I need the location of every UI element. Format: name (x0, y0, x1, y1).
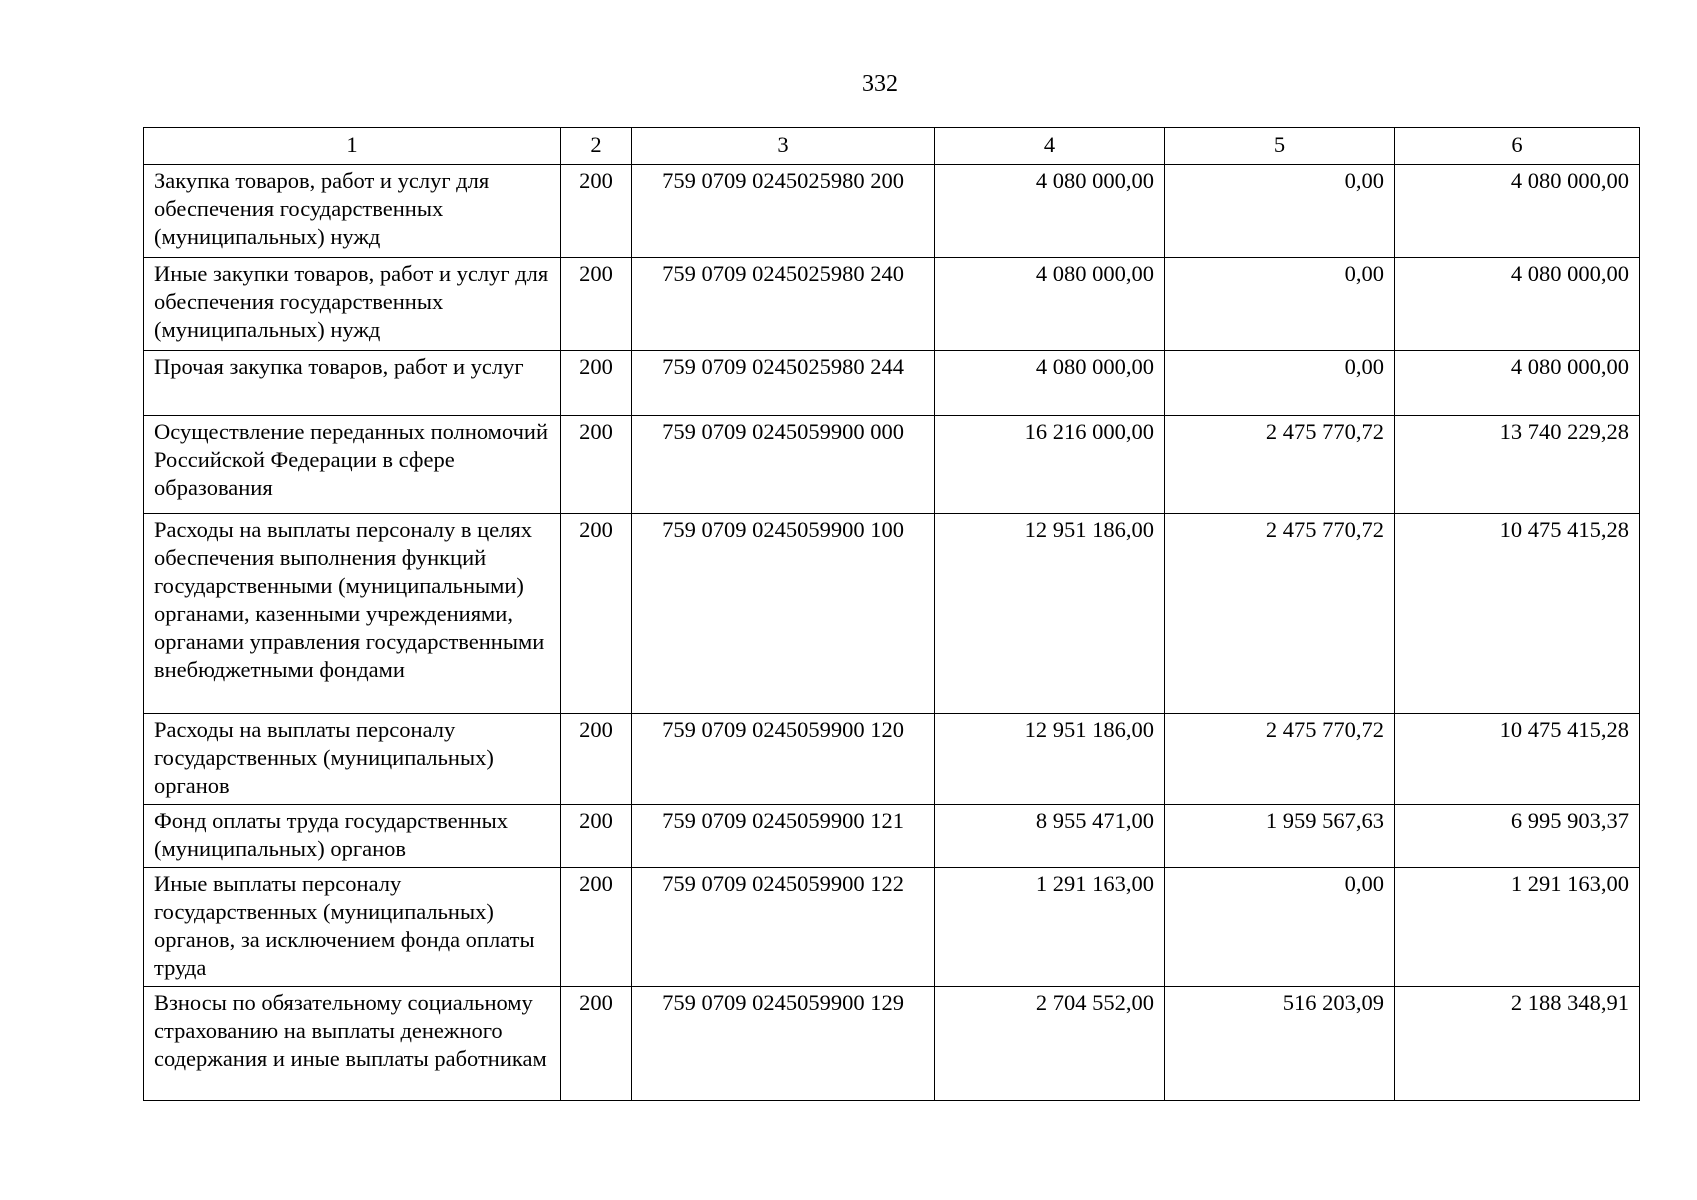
row-value-col4: 4 080 000,00 (935, 258, 1165, 351)
row-code: 200 (561, 258, 632, 351)
row-classification-code: 759 0709 0245059900 122 (632, 868, 935, 987)
row-name: Закупка товаров, работ и услуг для обеспечения государственных (муниципальных) нужд (144, 165, 561, 258)
row-name: Иные закупки товаров, работ и услуг для обеспечения государственных (муниципальных) нужд (144, 258, 561, 351)
row-value-col6: 10 475 415,28 (1395, 714, 1640, 805)
row-value-col5: 2 475 770,72 (1165, 416, 1395, 514)
row-value-col6: 2 188 348,91 (1395, 987, 1640, 1101)
row-value-col6: 1 291 163,00 (1395, 868, 1640, 987)
row-classification-code: 759 0709 0245059900 121 (632, 805, 935, 868)
row-name: Расходы на выплаты персоналу в целях обеспечения выполнения функций государственными (муниципальными) органами, казенными учреждениями, органами управления государственными внебюджетными фондами (144, 514, 561, 714)
row-code: 200 (561, 351, 632, 416)
row-code: 200 (561, 868, 632, 987)
row-value-col4: 16 216 000,00 (935, 416, 1165, 514)
column-header-5: 5 (1165, 128, 1395, 165)
column-header-4: 4 (935, 128, 1165, 165)
row-name: Иные выплаты персоналу государственных (муниципальных) органов, за исключением фонда оплаты труда (144, 868, 561, 987)
table-row (144, 351, 1640, 416)
row-value-col4: 4 080 000,00 (935, 165, 1165, 258)
row-value-col6: 4 080 000,00 (1395, 258, 1640, 351)
row-classification-code: 759 0709 0245059900 120 (632, 714, 935, 805)
column-header-1: 1 (144, 128, 561, 165)
row-value-col6: 10 475 415,28 (1395, 514, 1640, 714)
table-row (144, 165, 1640, 258)
row-value-col5: 516 203,09 (1165, 987, 1395, 1101)
row-code: 200 (561, 987, 632, 1101)
row-value-col5: 2 475 770,72 (1165, 514, 1395, 714)
table-row (144, 416, 1640, 514)
table-row (144, 714, 1640, 805)
table-header-row (144, 128, 1640, 165)
column-header-2: 2 (561, 128, 632, 165)
row-code: 200 (561, 165, 632, 258)
row-value-col4: 12 951 186,00 (935, 514, 1165, 714)
row-classification-code: 759 0709 0245059900 100 (632, 514, 935, 714)
row-name: Взносы по обязательному социальному страхованию на выплаты денежного содержания и иные выплаты работникам (144, 987, 561, 1101)
row-value-col6: 13 740 229,28 (1395, 416, 1640, 514)
row-value-col6: 4 080 000,00 (1395, 165, 1640, 258)
row-name: Осуществление переданных полномочий Российской Федерации в сфере образования (144, 416, 561, 514)
table-row (144, 805, 1640, 868)
row-value-col4: 2 704 552,00 (935, 987, 1165, 1101)
row-name: Прочая закупка товаров, работ и услуг (144, 351, 561, 416)
row-classification-code: 759 0709 0245025980 200 (632, 165, 935, 258)
row-code: 200 (561, 805, 632, 868)
row-name: Фонд оплаты труда государственных (муниципальных) органов (144, 805, 561, 868)
page-number: 332 (862, 71, 898, 97)
row-classification-code: 759 0709 0245059900 000 (632, 416, 935, 514)
row-value-col5: 0,00 (1165, 868, 1395, 987)
row-code: 200 (561, 514, 632, 714)
row-classification-code: 759 0709 0245025980 240 (632, 258, 935, 351)
row-classification-code: 759 0709 0245025980 244 (632, 351, 935, 416)
table-row (144, 514, 1640, 714)
row-value-col5: 1 959 567,63 (1165, 805, 1395, 868)
row-value-col6: 6 995 903,37 (1395, 805, 1640, 868)
row-value-col4: 8 955 471,00 (935, 805, 1165, 868)
column-header-3: 3 (632, 128, 935, 165)
row-value-col4: 12 951 186,00 (935, 714, 1165, 805)
row-value-col5: 0,00 (1165, 351, 1395, 416)
row-classification-code: 759 0709 0245059900 129 (632, 987, 935, 1101)
row-value-col5: 2 475 770,72 (1165, 714, 1395, 805)
row-code: 200 (561, 714, 632, 805)
row-value-col4: 4 080 000,00 (935, 351, 1165, 416)
budget-table (143, 127, 1640, 1101)
row-code: 200 (561, 416, 632, 514)
row-value-col5: 0,00 (1165, 258, 1395, 351)
table-row (144, 987, 1640, 1101)
row-value-col6: 4 080 000,00 (1395, 351, 1640, 416)
table-row (144, 868, 1640, 987)
row-name: Расходы на выплаты персоналу государственных (муниципальных) органов (144, 714, 561, 805)
column-header-6: 6 (1395, 128, 1640, 165)
table-row (144, 258, 1640, 351)
row-value-col5: 0,00 (1165, 165, 1395, 258)
row-value-col4: 1 291 163,00 (935, 868, 1165, 987)
